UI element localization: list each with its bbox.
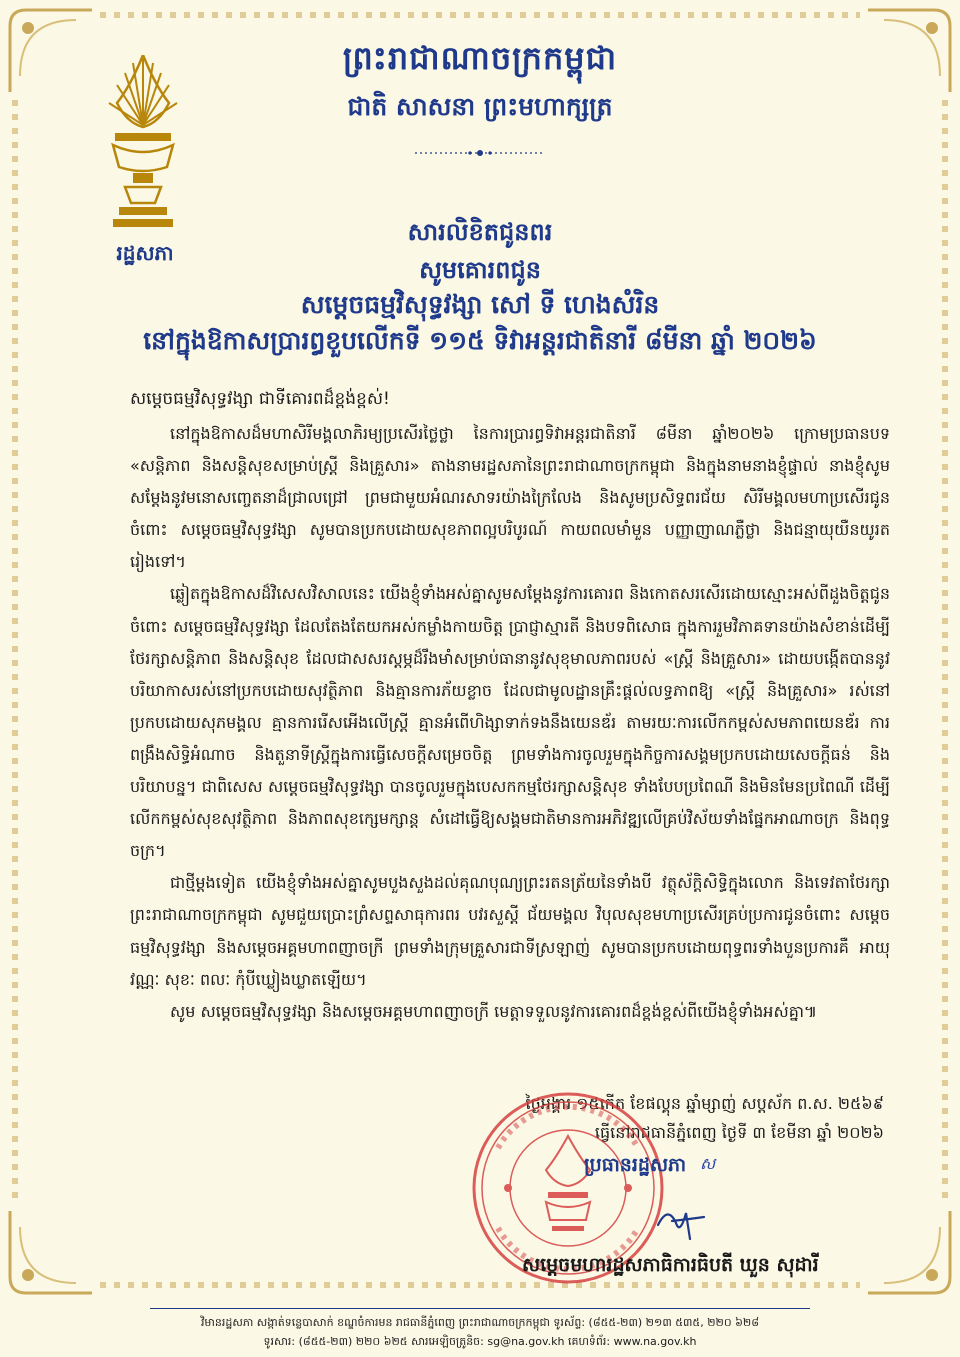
footer-rule xyxy=(150,1308,810,1309)
body-paragraph: សូម សម្តេចធម្មវិសុទ្ធវង្សា និងសម្តេចអគ្គមហាពញាចក្រី មេត្តាទទួលនូវការគោរពដ៏ខ្ពង់ខ្ពស់ពីយើងខ្ញុំទាំងអស់គ្នា៕ xyxy=(170,1001,818,1021)
salutation: សម្តេចធម្មវិសុទ្ធវង្សា ជាទីគោរពដ៏ខ្ពង់ខ្ពស់! xyxy=(130,389,390,409)
header-divider xyxy=(415,148,545,158)
signer-position: ប្រធានរដ្ឋសភា xyxy=(584,1154,687,1176)
respectfully-to: សូមគោរពជូន xyxy=(419,256,541,284)
signer-name: សម្តេចមហារដ្ឋសភាធិការធិបតី ឃួន សុដារី xyxy=(522,1254,819,1276)
letter-body xyxy=(130,418,890,1028)
emblem-label: រដ្ឋសភា xyxy=(116,241,174,265)
body-paragraph: ជាថ្មីម្តងទៀត យើងខ្ញុំទាំងអស់គ្នាសូមបួងសួងដល់គុណបុណ្យព្រះរតនត្រ័យនៃទាំងបី វត្ថុស័ក្តិសិទ្ធិក្នុងលោក និងទេវតាថែរក្សាព្រះរាជាណាចក្រកម្ពុជា សូមជួយប្រោះព្រំសព្ទសាធុការពរ បវរសួស្តី ជ័យមង្គល វិបុលសុខមហាប្រសើរគ្រប់ប្រការជូនចំពោះ សម្តេចធម្មវិសុទ្ធវង្សា និងសម្តេចអគ្គមហាពញាចក្រី ព្រមទាំងក្រុមគ្រួសារជាទីស្រឡាញ់ សូមបានប្រកបដោយពុទ្ធពរទាំងបួនប្រការគឺ អាយុ វណ្ណៈ សុខៈ ពលៈ កុំបីឃ្លៀងឃ្លាតឡើយ។ xyxy=(130,873,890,989)
national-motto: ជាតិ សាសនា ព្រះមហាក្សត្រ xyxy=(347,92,613,121)
lunar-date: ថ្ងៃអង្គារ ១៥កើត ខែផល្គុន ឆ្នាំម្សាញ់ សប្តស័ក ព.ស. ២៥៦៩ xyxy=(525,1094,884,1113)
handwritten-signature xyxy=(650,1195,710,1245)
occasion-line: នៅក្នុងឱកាសប្រារព្ធខួបលើកទី ១១៥ ទិវាអន្តរជាតិនារី ៨មីនា ឆ្នាំ ២០២៦ xyxy=(143,326,817,355)
national-assembly-emblem xyxy=(103,55,183,235)
body-paragraph: នៅក្នុងឱកាសដ៏មហាសិរីមង្គលាភិរម្យប្រសើរថ្លៃថ្លា នៃការប្រារព្ធទិវាអន្តរជាតិនារី ៨មីនា ឆ្នាំ២០២៦ ក្រោមប្រធានបទ «សន្តិភាព និងសន្តិសុខសម្រាប់ស្ត្រី និងគ្រួសារ» តាងនាមរដ្ឋសភានៃព្រះរាជាណាចក្រកម្ពុជា និងក្នុងនាមនាងខ្ញុំផ្ទាល់ នាងខ្ញុំសូមសម្តែងនូវមនោសញ្ចេតនាដ៏ជ្រាលជ្រៅ ព្រមជាមួយអំណរសាទរយ៉ាងក្រៃលែង និងសូមប្រសិទ្ធពរជ័យ សិរីមង្គលមហាប្រសើរជូនចំពោះ សម្តេចធម្មវិសុទ្ធវង្សា សូមបានប្រកបដោយសុខភាពល្អបរិបូរណ៍ កាយពលមាំមួន បញ្ញាញាណភ្លឺថ្លា និងជន្មាយុយឺនយូរតរៀងទៅ។ xyxy=(130,424,890,572)
solar-date: ធ្វើនៅរាជធានីភ្នំពេញ ថ្ងៃទី ៣ ខែមីនា ឆ្នាំ ២០២៦ xyxy=(594,1123,884,1142)
footer-contact: ទូរសារ: (៨៥៥-២៣) ២២០ ៦២៥ សារអេឡិចត្រូនិច: sg@na.gov.kh គេហទំព័រ: www.na.gov.kh xyxy=(263,1335,697,1348)
kingdom-heading: ព្រះរាជាណាចក្រកម្ពុជា xyxy=(342,39,618,77)
corner-ornament-bottom-right xyxy=(864,1207,954,1297)
handwritten-initial: ស xyxy=(700,1154,716,1173)
letter-type-title: សារលិខិតជូនពរ xyxy=(407,218,553,246)
recipient-name: សម្តេចធម្មវិសុទ្ធវង្សា សៅ ទី ហេងសំរិន xyxy=(300,290,660,319)
footer-address: វិមានរដ្ឋសភា សង្កាត់ទន្លេបាសាក់ ខណ្ឌចំការមន រាជធានីភ្នំពេញ ព្រះរាជាណាចក្រកម្ពុជា ទូរស័ព្ទ: (៨៥៥-២៣) ២១៣ ៥៣៥, ២២០ ៦២៨ xyxy=(200,1316,760,1329)
border-top xyxy=(100,12,860,18)
corner-ornament-bottom-left xyxy=(6,1207,96,1297)
body-paragraph: ឆ្លៀតក្នុងឱកាសដ៏វិសេសវិសាលនេះ យើងខ្ញុំទាំងអស់គ្នាសូមសម្តែងនូវការគោរព និងកោតសរសើរដោយស្មោះអស់ពីដួងចិត្តជូនចំពោះ សម្តេចធម្មវិសុទ្ធវង្សា ដែលតែងតែយកអស់កម្លាំងកាយចិត្ត ប្រាជ្ញាស្មារតី និងបទពិសោធ ក្នុងការរួមវិភាគទានយ៉ាងសំខាន់ដើម្បីថែរក្សាសន្តិភាព និងសន្តិសុខ ដែលជាសសរស្តម្ភដ៏រឹងមាំសម្រាប់ធានានូវសុខុមាលភាពរបស់ «ស្ត្រី និងគ្រួសារ» ដោយបង្កើតបាននូវបរិយាកាសរស់នៅប្រកបដោយសុវត្ថិភាព និងគ្មានការភ័យខ្លាច ដែលជាមូលដ្ឋានគ្រឹះផ្តល់លទ្ធភាពឱ្យ «ស្ត្រី និងគ្រួសារ» រស់នៅប្រកបដោយសុភមង្គល គ្មានការរើសអើងលើស្ត្រី គ្មានអំពើហិង្សាទាក់ទងនឹងយេនឌ័រ តាមរយៈការលើកកម្ពស់សមភាពយេនឌ័រ ការពង្រឹងសិទ្ធិអំណាច និងតួនាទីស្ត្រីក្នុងការធ្វើសេចក្តីសម្រេចចិត្ត ព្រមទាំងការចូលរួមក្នុងកិច្ចការសង្គមប្រកបដោយសេចក្តីធន់ និងបរិយាបន្ន។ ជាពិសេស សម្តេចធម្មវិសុទ្ធវង្សា បានចូលរួមក្នុងបេសកកម្មថែរក្សាសន្តិសុខ ទាំងបែបប្រពៃណី និងមិនមែនប្រពៃណី ដើម្បីលើកកម្ពស់សុខសុវត្ថិភាព និងភាពសុខក្សេមក្សាន្ត សំដៅធ្វើឱ្យសង្គមជាតិមានការអភិវឌ្ឍលើគ្រប់វិស័យទាំងផ្នែកអាណាចក្រ និងពុទ្ធចក្រ។ xyxy=(130,584,890,861)
